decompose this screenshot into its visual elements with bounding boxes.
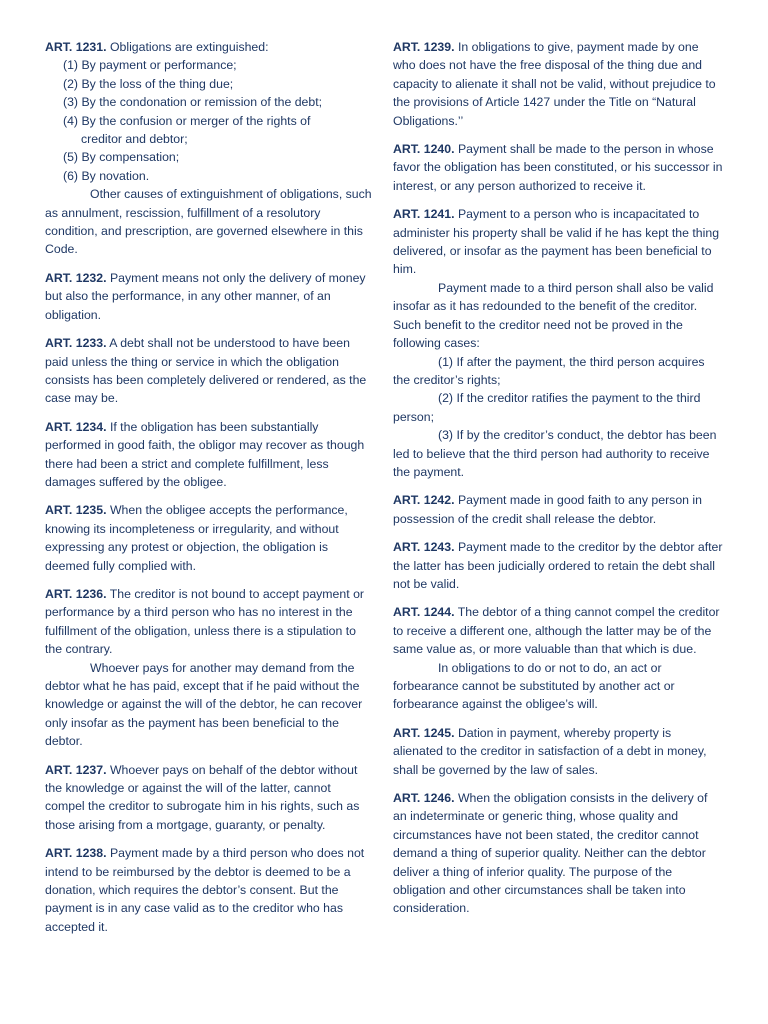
article-1242 [393,491,723,528]
article-text: When the obligation consists in the delivery of an indeterminate or generic thing, whose quality and circumstances have not been stated, the creditor cannot demand a thing of superior quality. Neither can the debtor deliver a thing of inferior quality. The purpose of the obligation and other circumstances shall be taken into consideration. [393,791,708,916]
article-text: In obligations to give, payment made by one who does not have the free disposal of the thing due and capacity to alienate it shall not be valid, without prejudice to the provisions of Article 1427 under the Title on “Natural Obligations.’’ [393,40,716,128]
article-text: Payment made in good faith to any person in possession of the credit shall release the debtor. [393,493,702,526]
article-1236 [45,585,373,751]
article-paragraph: Payment made to a third person shall also be valid insofar as it has redounded to the benefit of the creditor. Such benefit to the creditor need not be proved in the following cases: [393,280,714,351]
article-text: Payment means not only the delivery of money but also the performance, in any other manner, of an obligation. [45,270,366,322]
article-number: ART. 1239. [393,40,455,54]
article-number: ART. 1238. [45,846,107,861]
article-1246 [393,789,723,918]
article-1235 [45,501,373,575]
article-1244 [393,603,723,713]
list-item: (2) If the creditor ratifies the payment to the third person; [393,391,701,424]
article-number: ART. 1233. [45,336,107,351]
article-number: ART. 1236. [45,586,107,601]
article-paragraph: In obligations to do or not to do, an act or forbearance cannot be substituted by another act or forbearance against the obligee’s will. [393,660,675,712]
list-item: (4) By the confusion or merger of the rights of [63,113,311,128]
article-number: ART. 1232. [45,270,107,285]
right-column [393,38,723,928]
list-item: (3) If by the creditor’s conduct, the debtor has been led to believe that the third person had authority to receive the payment. [393,428,717,479]
article-text: Dation in payment, whereby property is alienated to the creditor in satisfaction of a debt in money, shall be governed by the law of sales. [393,725,707,777]
article-text: The creditor is not bound to accept payment or performance by a third person who has no interest in the fulfillment of the obligation, unless there is a stipulation to the contrary. [45,586,364,657]
list-item: (1) If after the payment, the third person acquires the creditor’s rights; [393,354,705,387]
article-1238 [45,844,373,936]
article-1243 [393,538,723,593]
list-item: (5) By compensation; [63,150,180,165]
article-text: Obligations are extinguished: [109,40,269,54]
article-1237 [45,761,373,835]
article-1232 [45,269,373,324]
article-text: Whoever pays on behalf of the debtor without the knowledge or against the will of the latter, cannot compel the creditor to subrogate him in his rights, such as those arising from a mortgage, guaranty, or penalty. [45,762,360,832]
article-number: ART. 1246. [393,791,455,806]
article-number: ART. 1240. [393,142,455,157]
article-1245 [393,724,723,779]
article-text: Payment made to the creditor by the debtor after the latter has been judicially ordered to retain the debt shall not be valid. [393,540,723,591]
article-text: Payment made by a third person who does not intend to be reimbursed by the debtor is deemed to be a donation, which requires the debtor’s consent. But the payment is in any case valid as to the creditor who has accepted it. [45,846,365,934]
list-item: (1) By payment or performance; [63,58,237,73]
article-1239 [393,38,723,130]
article-text: If the obligation has been substantially performed in good faith, the obligor may recover as though there had been a strict and complete fulfillment, less damages suffered by the obligee. [45,419,365,489]
article-text: Payment to a person who is incapacitated to administer his property shall be valid if he has kept the thing delivered, or insofar as the payment has been beneficial to him. [393,207,720,277]
article-1241 [393,205,723,481]
article-number: ART. 1231. [45,40,107,54]
left-column [45,38,373,946]
article-number: ART. 1241. [393,207,455,222]
article-paragraph: Whoever pays for another may demand from the debtor what he has paid, except that if he paid without the knowledge or against the will of the debtor, he can recover only insofar as the payment has been beneficial to the debtor. [45,660,363,749]
article-1234 [45,418,373,492]
article-text: The debtor of a thing cannot compel the creditor to receive a different one, although the latter may be of the same value as, or more valuable than that which is due. [393,605,720,657]
article-number: ART. 1243. [393,540,455,555]
list-item: creditor and debtor; [81,132,188,147]
article-text: A debt shall not be understood to have been paid unless the thing or service in which the obligation consists has been completely delivered or rendered, as the case may be. [45,336,367,406]
article-text: Payment shall be made to the person in whose favor the obligation has been constituted, or his successor in interest, or any person authorized to receive it. [393,142,723,193]
article-number: ART. 1245. [393,725,455,740]
list-item: (2) By the loss of the thing due; [63,76,234,91]
article-number: ART. 1237. [45,762,107,777]
article-number: ART. 1244. [393,605,455,620]
article-paragraph: Other causes of extinguishment of obligations, such as annulment, rescission, fulfillment of a resolutory condition, and prescription, are governed elsewhere in this Code. [45,187,372,257]
article-text: When the obligee accepts the performance, knowing its incompleteness or irregularity, and without expressing any protest or objection, the obligation is deemed fully complied with. [45,503,348,573]
list-item: (3) By the condonation or remission of the debt; [63,95,323,110]
article-number: ART. 1242. [393,493,455,508]
article-1233 [45,334,373,408]
article-1240 [393,140,723,195]
list-item: (6) By novation. [63,168,150,183]
article-number: ART. 1235. [45,503,107,518]
article-number: ART. 1234. [45,419,107,434]
article-1231 [45,38,373,259]
